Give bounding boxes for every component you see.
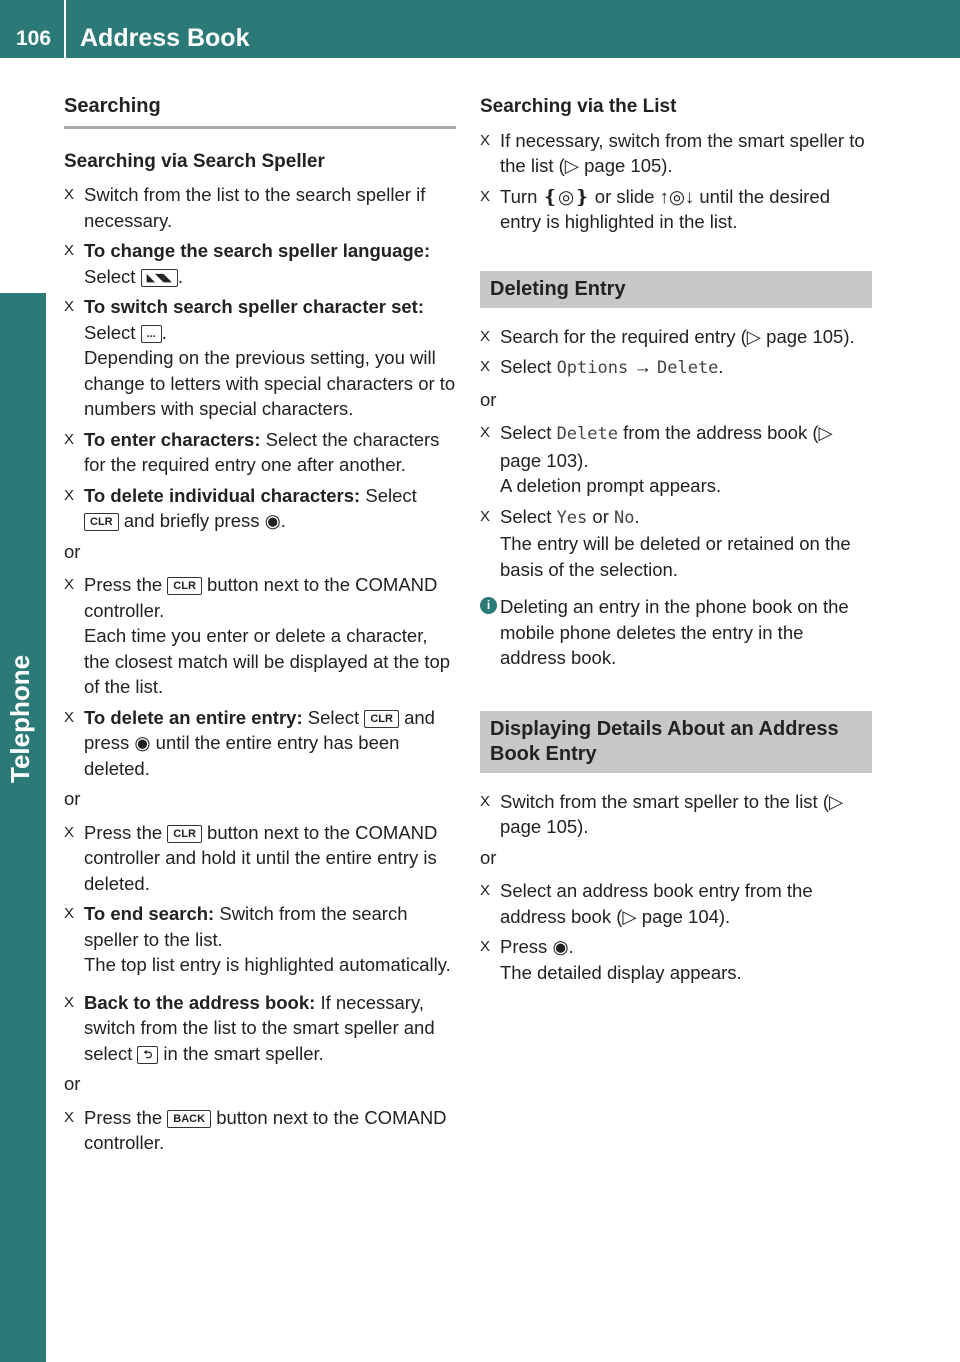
language-icon: ◣◥◣ xyxy=(141,269,178,287)
press-icon: ◉ xyxy=(552,936,569,957)
or-separator: or xyxy=(64,788,81,809)
or-separator: or xyxy=(480,388,497,410)
list-item: X To delete an entire entry: Select CLR and press ◉ until the entire entry has been deleted. xyxy=(64,706,435,779)
list-item: X Select Options → Delete. xyxy=(480,356,724,378)
arrow-icon: X xyxy=(480,792,491,810)
list-item: X Press the CLR button next to the COMAND controller. Each time you enter or delete a character, the closest match will be displayed at the top of the list. xyxy=(64,574,451,697)
side-tab-label: Telephone xyxy=(5,654,35,783)
list-item: X Select Yes or No. The entry will be deleted or retained on the basis of the selection. xyxy=(480,505,851,580)
press-icon: ◉ xyxy=(264,510,281,531)
left-column xyxy=(64,94,456,1161)
arrow-icon: X xyxy=(64,823,75,841)
list-item: X Select an address book entry from the address book (▷ page 104). xyxy=(480,880,813,927)
or-separator: or xyxy=(64,540,81,562)
clr-key-icon: CLR xyxy=(84,513,119,531)
list-item: X Press the BACK button next to the COMAND controller. xyxy=(64,1106,447,1153)
info-note: i Deleting an entry in the phone book on the mobile phone deletes the entry in the address book. xyxy=(480,594,872,671)
arrow-icon: X xyxy=(480,424,491,441)
clr-key-icon: CLR xyxy=(167,825,202,843)
arrow-icon: X xyxy=(480,327,491,345)
arrow-icon: X xyxy=(480,882,491,899)
list-item: X If necessary, switch from the smart speller to the list (▷ page 105). xyxy=(480,129,865,176)
list-item: X Press ◉. The detailed display appears. xyxy=(480,936,742,983)
right-column xyxy=(480,94,872,990)
subsection-title: Searching via the List xyxy=(480,96,677,117)
or-separator: or xyxy=(480,846,497,868)
list-item: X Select Delete from the address book (▷ page 103). A deletion prompt appears. xyxy=(480,422,833,496)
arrow-icon: X xyxy=(64,430,75,448)
list-item: X Switch from the smart speller to the list (▷ page 105). xyxy=(480,790,844,837)
chapter-title: Address Book xyxy=(80,24,250,52)
section-title: Searching xyxy=(64,94,456,129)
list-item: X To end search: Switch from the search speller to the list. The top list entry is highlighted automatically. xyxy=(64,903,451,975)
section-heading-details: Displaying Details About an Address Book Entry xyxy=(480,711,872,773)
character-set-icon: ... xyxy=(141,325,162,343)
clr-key-icon: CLR xyxy=(167,577,202,595)
back-key-icon: BACK xyxy=(167,1110,211,1128)
arrow-icon: X xyxy=(64,242,75,259)
info-icon: i xyxy=(480,597,497,614)
list-item: X To enter characters: Select the characters for the required entry one after another. xyxy=(64,428,440,475)
arrow-icon: X xyxy=(64,486,75,504)
press-icon: ◉ xyxy=(134,732,151,753)
subsection-title: Searching via Search Speller xyxy=(64,150,325,172)
arrow-icon: X xyxy=(64,905,75,922)
clr-key-icon: CLR xyxy=(364,710,399,728)
list-item: X To delete individual characters: Select CLR and briefly press ◉. xyxy=(64,484,417,531)
header-divider xyxy=(64,0,66,58)
arrow-icon: X xyxy=(64,576,75,593)
page-header xyxy=(0,0,960,58)
list-item: X Search for the required entry (▷ page 105). xyxy=(480,324,872,350)
slide-controller-icon: ↑◎↓ xyxy=(659,185,695,207)
list-item: X To switch search speller character set: Select ... . Depending on the previous setting, you will change to letters with special characters or to numbers with special characters. xyxy=(64,296,456,419)
list-item: X Back to the address book: If necessary, switch from the list to the smart speller and select ⮌ in the smart speller. xyxy=(64,991,435,1064)
or-separator: or xyxy=(64,1073,81,1094)
turn-controller-icon: ❴◎❵ xyxy=(542,185,590,207)
list-item: X Turn ❴◎❵ or slide ↑◎↓ until the desired entry is highlighted in the list. xyxy=(480,185,830,232)
list-item: X Switch from the list to the search speller if necessary. xyxy=(64,184,426,231)
arrow-icon: X xyxy=(480,938,491,955)
arrow-icon: X xyxy=(64,993,75,1011)
arrow-icon: X xyxy=(480,131,491,149)
section-heading-deleting: Deleting Entry xyxy=(480,271,872,308)
arrow-icon: X xyxy=(64,298,75,315)
arrow-icon: X xyxy=(480,358,491,375)
arrow-icon: X xyxy=(64,708,75,726)
list-item: X Press the CLR button next to the COMAND controller and hold it until the entire entry is deleted. xyxy=(64,821,438,894)
arrow-icon: X xyxy=(480,507,491,525)
arrow-icon: X xyxy=(64,186,75,203)
arrow-icon: X xyxy=(480,187,491,205)
arrow-icon: X xyxy=(64,1108,75,1126)
back-arrow-icon: ⮌ xyxy=(137,1046,158,1064)
page-number: 106 xyxy=(16,27,52,50)
list-item: X To change the search speller language: Select ◣◥◣ . xyxy=(64,240,431,287)
side-tab xyxy=(0,293,46,1362)
